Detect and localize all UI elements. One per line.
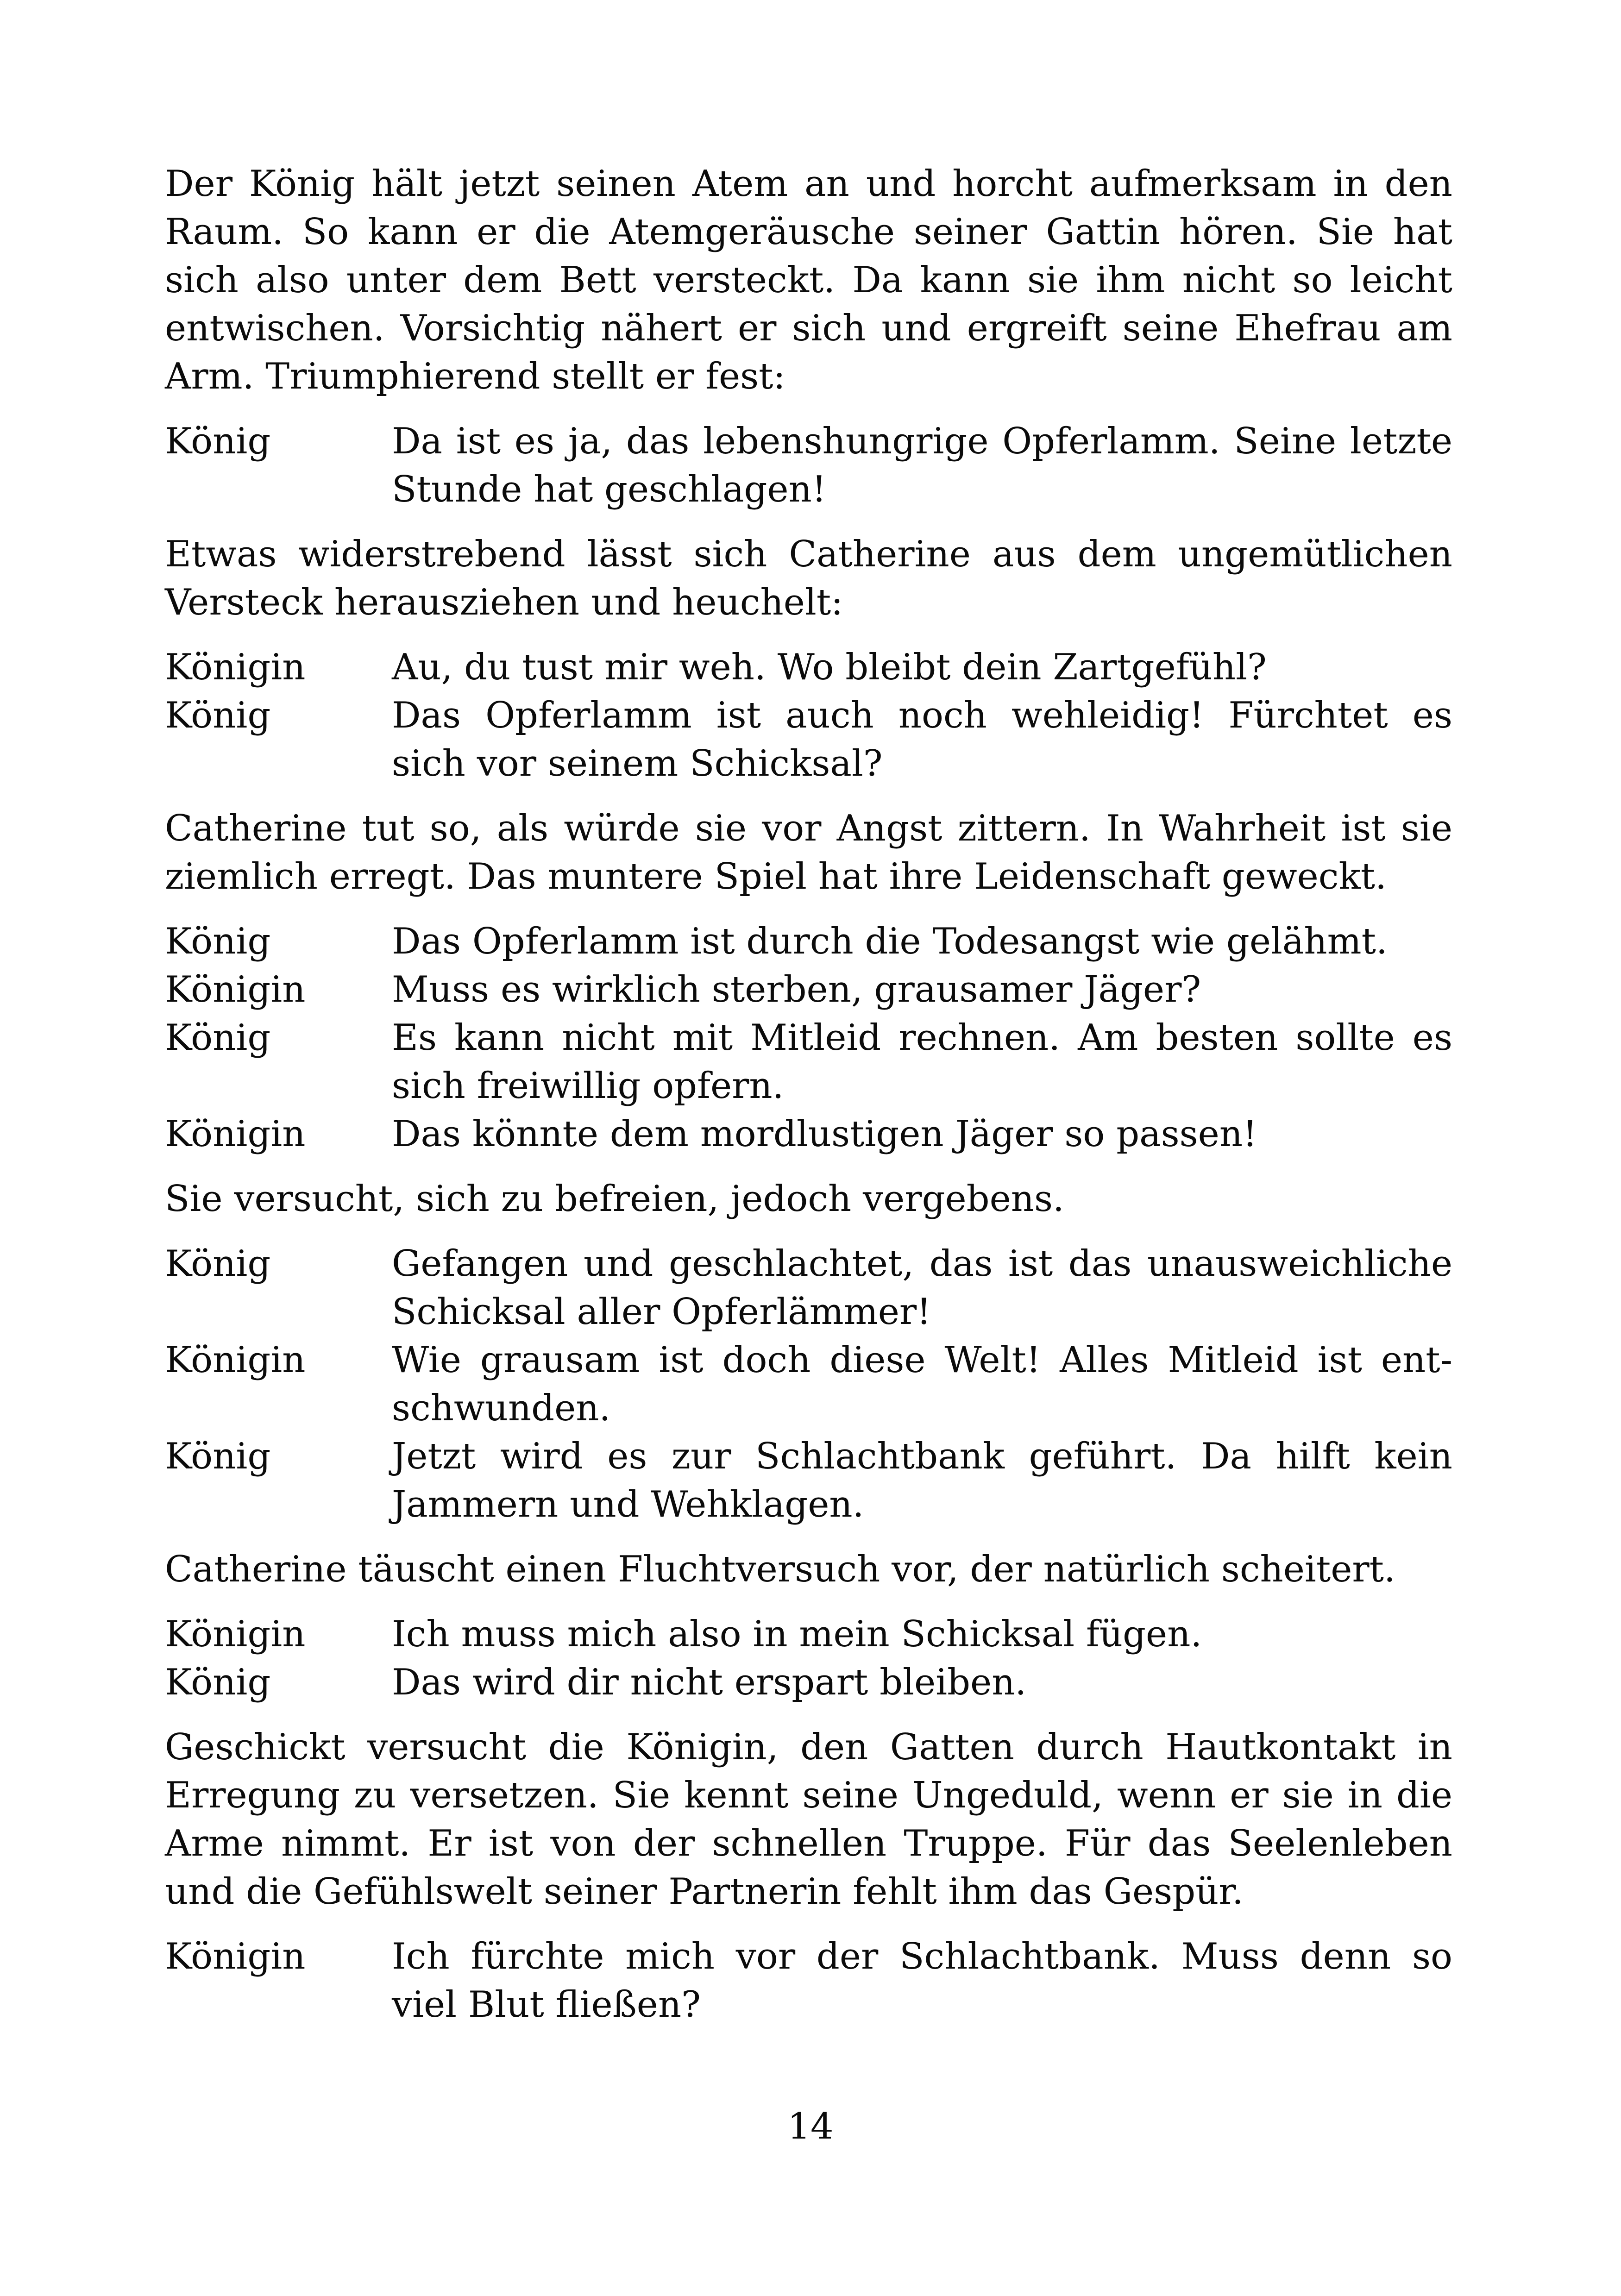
speaker-name: König bbox=[165, 921, 271, 962]
narration-line: Arme nimmt. Er ist von der schnellen Truppe. Für das Seelenleben bbox=[165, 1823, 1452, 1864]
speech-text bbox=[392, 1240, 1452, 1336]
speech-line: Au, du tust mir weh. Wo bleibt dein Zartgefühl? bbox=[392, 646, 1267, 688]
speaker-name: König bbox=[165, 1017, 271, 1059]
dialogue-entry bbox=[165, 691, 1452, 788]
speech-line: Gefangen und geschlachtet, das ist das unausweichliche bbox=[392, 1243, 1452, 1285]
speech-text bbox=[392, 1932, 1452, 2029]
dialogue-block bbox=[165, 417, 1452, 514]
dialogue-block bbox=[165, 643, 1452, 788]
dialogue-entry bbox=[165, 1240, 1452, 1336]
speaker-name: König bbox=[165, 1436, 271, 1477]
narration-line: Der König hält jetzt seinen Atem an und horcht aufmerksam in den bbox=[165, 163, 1452, 205]
speech-line: Stunde hat geschlagen! bbox=[392, 469, 827, 510]
speech-text bbox=[392, 966, 1452, 1014]
narration-line: und die Gefühlswelt seiner Partnerin fehlt ihm das Gespür. bbox=[165, 1871, 1244, 1913]
dialogue-block bbox=[165, 1932, 1452, 2029]
narration-line: Arm. Triumphierend stellt er fest: bbox=[165, 356, 785, 397]
dialogue-entry bbox=[165, 417, 1452, 514]
speaker-name: Königin bbox=[165, 1613, 306, 1655]
speaker-name: Königin bbox=[165, 1339, 306, 1381]
speech-line: viel Blut fließen? bbox=[392, 1984, 701, 2026]
dialogue-entry bbox=[165, 1658, 1452, 1706]
speech-line: Es kann nicht mit Mitleid rechnen. Am besten sollte es bbox=[392, 1017, 1452, 1059]
speech-text bbox=[392, 643, 1452, 691]
narration-line: Sie versucht, sich zu befreien, jedoch vergebens. bbox=[165, 1178, 1064, 1220]
speech-line: Das Opferlamm ist auch noch wehleidig! Fürchtet es bbox=[392, 695, 1452, 736]
speaker-name: Königin bbox=[165, 1936, 306, 1977]
speech-text bbox=[392, 1432, 1452, 1529]
narration-paragraph bbox=[165, 530, 1452, 627]
speaker-name: König bbox=[165, 695, 271, 736]
dialogue-entry bbox=[165, 1110, 1452, 1158]
narration-line: Geschickt versucht die Königin, den Gatten durch Hautkontakt in bbox=[165, 1726, 1452, 1768]
speaker-name: König bbox=[165, 420, 271, 462]
narration-line: entwischen. Vorsichtig nähert er sich und ergreift seine Ehefrau am bbox=[165, 307, 1452, 349]
narration-line: Etwas widerstrebend lässt sich Catherine aus dem ungemütlichen bbox=[165, 533, 1452, 575]
dialogue-entry bbox=[165, 1014, 1452, 1110]
speech-line: schwunden. bbox=[392, 1387, 611, 1429]
dialogue-block bbox=[165, 1610, 1452, 1706]
narration-paragraph bbox=[165, 160, 1452, 401]
narration-line: Raum. So kann er die Atemgeräusche seiner Gattin hören. Sie hat bbox=[165, 211, 1452, 253]
narration-paragraph bbox=[165, 1545, 1452, 1593]
dialogue-entry bbox=[165, 643, 1452, 691]
narration-paragraph bbox=[165, 1723, 1452, 1916]
narration-line: ziemlich erregt. Das muntere Spiel hat ihre Leidenschaft geweckt. bbox=[165, 856, 1387, 897]
dialogue-entry bbox=[165, 917, 1452, 966]
speech-line: Schicksal aller Opferlämmer! bbox=[392, 1291, 931, 1333]
speech-text bbox=[392, 1610, 1452, 1658]
narration-line: Catherine täuscht einen Fluchtversuch vor, der natürlich scheitert. bbox=[165, 1549, 1395, 1590]
speech-text bbox=[392, 691, 1452, 788]
speech-line: Das wird dir nicht erspart bleiben. bbox=[392, 1662, 1027, 1703]
dialogue-entry bbox=[165, 1610, 1452, 1658]
dialogue-entry bbox=[165, 1932, 1452, 2029]
speech-line: Ich fürchte mich vor der Schlachtbank. Muss denn so bbox=[392, 1936, 1452, 1977]
page-number: 14 bbox=[787, 2106, 834, 2147]
speech-text bbox=[392, 917, 1452, 966]
narration-line: sich also unter dem Bett versteckt. Da kann sie ihm nicht so leicht bbox=[165, 259, 1452, 301]
speech-line: Jammern und Wehklagen. bbox=[392, 1484, 864, 1525]
speaker-name: König bbox=[165, 1662, 271, 1703]
speech-text bbox=[392, 1658, 1452, 1706]
speech-line: Wie grausam ist doch diese Welt! Alles Mitleid ist ent- bbox=[392, 1339, 1452, 1381]
speech-line: Da ist es ja, das lebenshungrige Opferlamm. Seine letzte bbox=[392, 420, 1452, 462]
dialogue-entry bbox=[165, 966, 1452, 1014]
dialogue-block bbox=[165, 1240, 1452, 1529]
narration-paragraph bbox=[165, 804, 1452, 901]
speech-line: sich freiwillig opfern. bbox=[392, 1065, 784, 1107]
dialogue-entry bbox=[165, 1336, 1452, 1432]
narration-line: Erregung zu versetzen. Sie kennt seine Ungeduld, wenn er sie in die bbox=[165, 1775, 1452, 1816]
page-body bbox=[165, 160, 1452, 2045]
speaker-name: Königin bbox=[165, 969, 306, 1010]
speech-line: Das Opferlamm ist durch die Todesangst wie gelähmt. bbox=[392, 921, 1388, 962]
speaker-name: König bbox=[165, 1243, 271, 1285]
speaker-name: Königin bbox=[165, 646, 306, 688]
speech-text bbox=[392, 1014, 1452, 1110]
speaker-name: Königin bbox=[165, 1113, 306, 1155]
speech-line: Ich muss mich also in mein Schicksal fügen. bbox=[392, 1613, 1202, 1655]
narration-paragraph bbox=[165, 1175, 1452, 1223]
speech-text bbox=[392, 1110, 1452, 1158]
speech-line: Jetzt wird es zur Schlachtbank geführt. Da hilft kein bbox=[392, 1436, 1452, 1477]
narration-line: Catherine tut so, als würde sie vor Angst zittern. In Wahrheit ist sie bbox=[165, 808, 1452, 849]
dialogue-entry bbox=[165, 1432, 1452, 1529]
speech-line: Muss es wirklich sterben, grausamer Jäger? bbox=[392, 969, 1201, 1010]
narration-line: Versteck herausziehen und heuchelt: bbox=[165, 582, 843, 623]
speech-text bbox=[392, 1336, 1452, 1432]
speech-line: sich vor seinem Schicksal? bbox=[392, 743, 883, 784]
dialogue-block bbox=[165, 917, 1452, 1158]
speech-line: Das könnte dem mordlustigen Jäger so passen! bbox=[392, 1113, 1257, 1155]
speech-text bbox=[392, 417, 1452, 514]
